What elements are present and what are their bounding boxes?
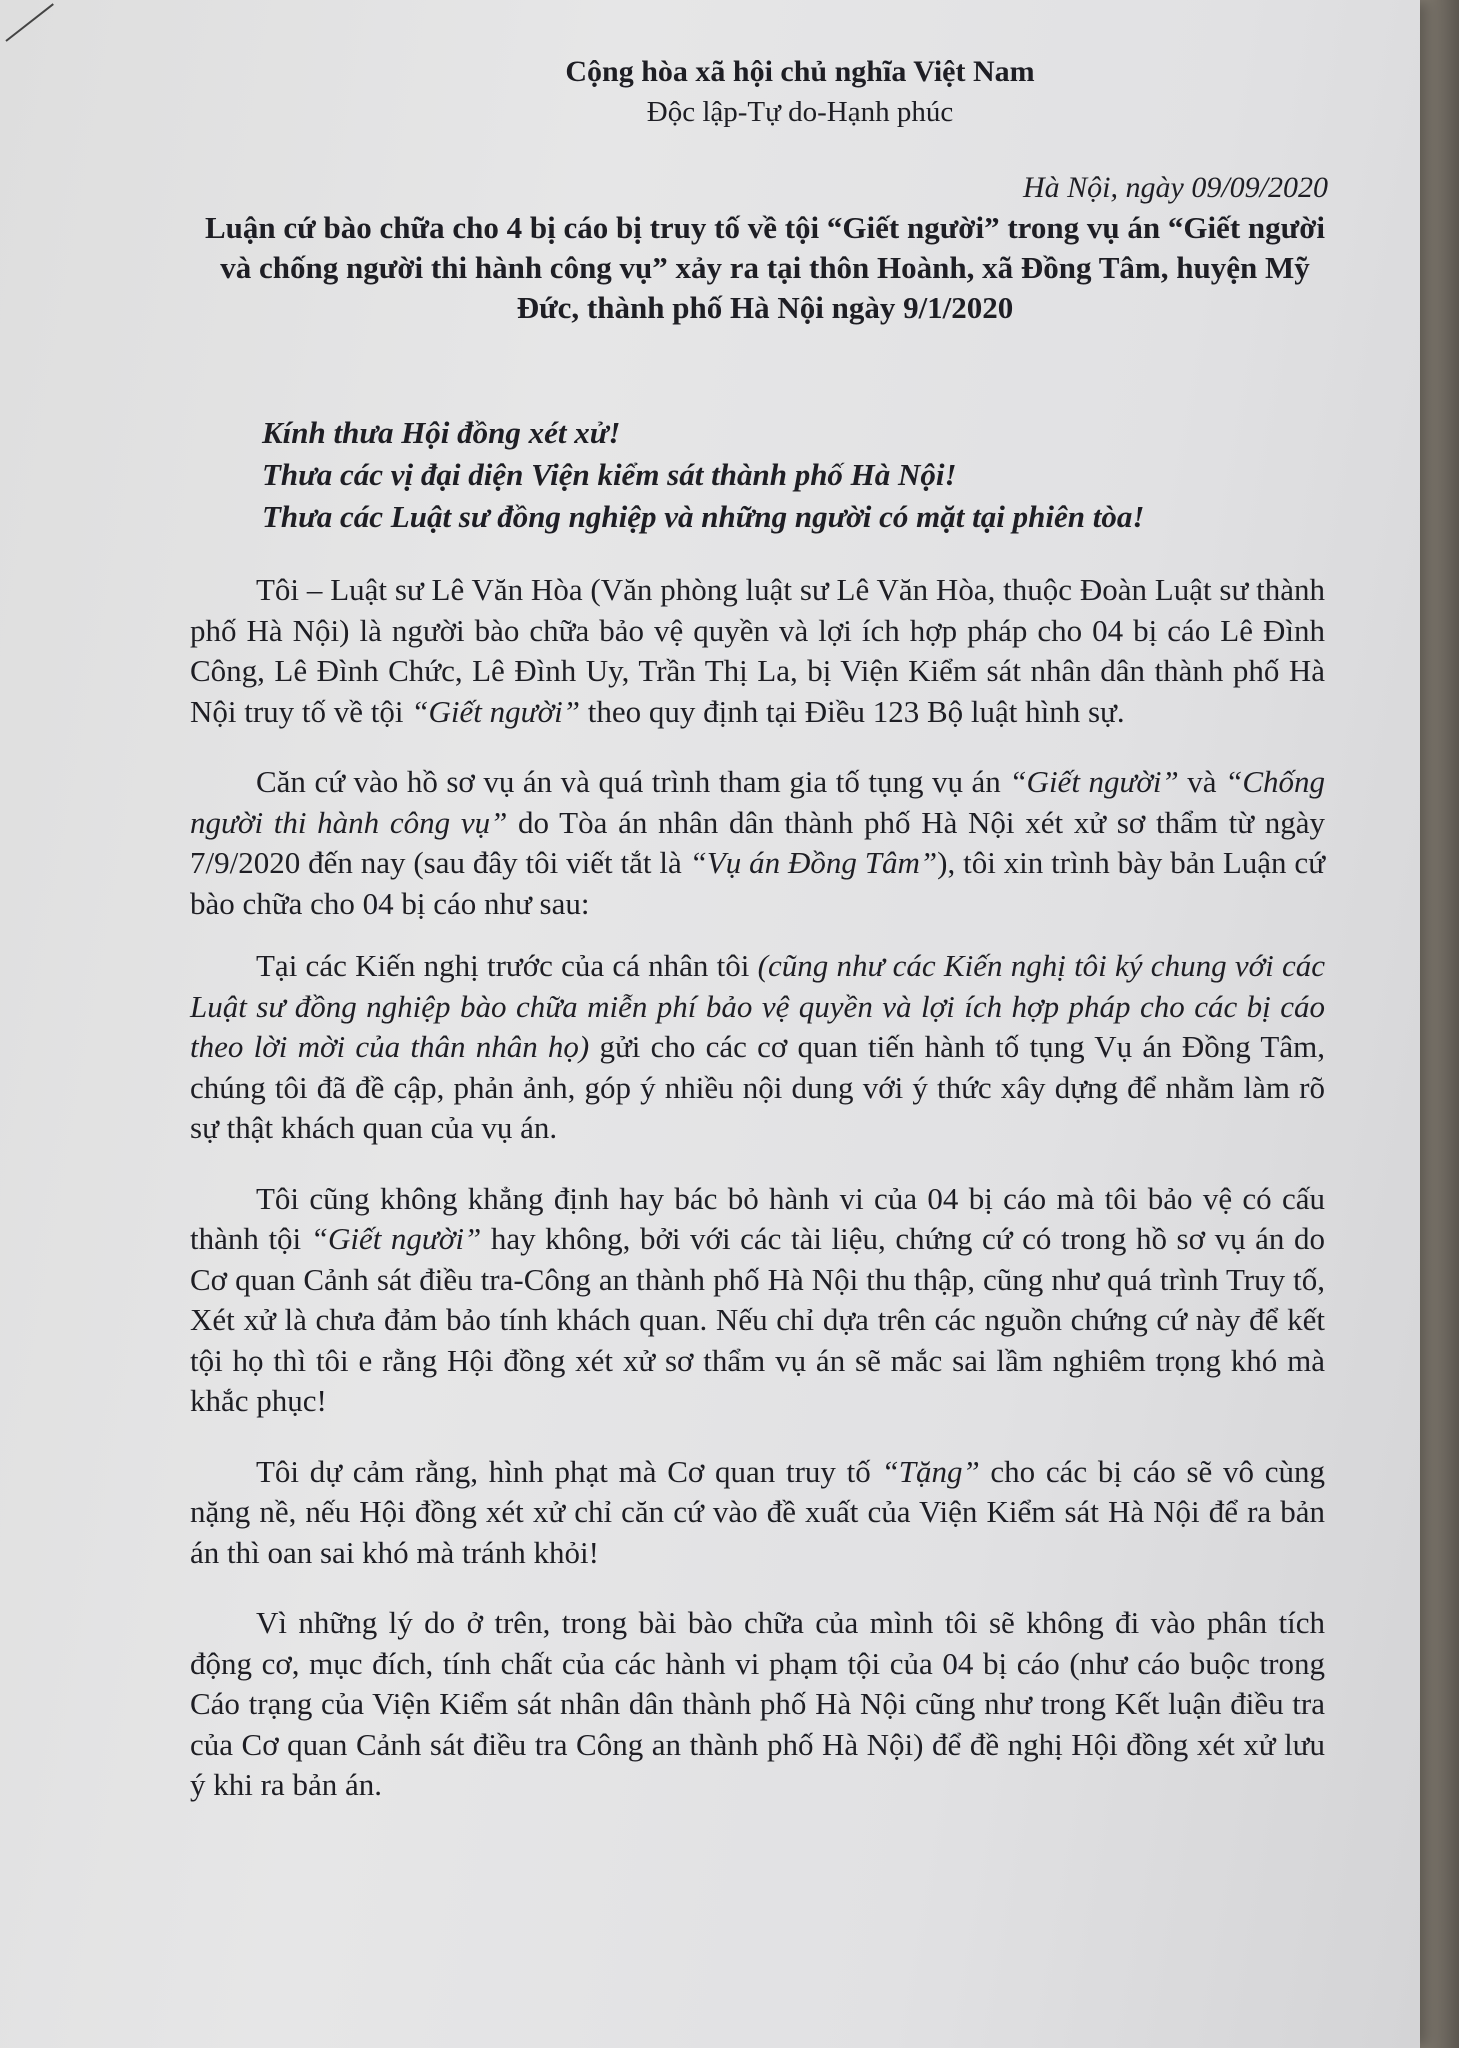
paragraph-2: Căn cứ vào hồ sơ vụ án và quá trình tham gia tố tụng vụ án “Giết người” và “Chống người thi hành công vụ” do Tòa án nhân dân thành phố Hà Nội xét xử sơ thẩm từ ngày 7/9/2020 đến nay (sau đây tôi viết tắt là “Vụ án Đồng Tâm”), tôi xin trình bày bản Luận cứ bào chữa cho 04 bị cáo như sau: bbox=[190, 764, 1325, 921]
nation-title: Cộng hòa xã hội chủ nghĩa Việt Nam bbox=[565, 55, 1035, 88]
paragraph-5: Tôi dự cảm rằng, hình phạt mà Cơ quan truy tố “Tặng” cho các bị cáo sẽ vô cùng nặng nề, nếu Hội đồng xét xử chỉ căn cứ vào đề xuất của Viện Kiểm sát Hà Nội để ra bản án thì oan sai khó mà tránh khỏi! bbox=[190, 1453, 1325, 1570]
paragraph-6: Vì những lý do ở trên, trong bài bào chữa của mình tôi sẽ không đi vào phân tích động cơ, mục đích, tính chất của các hành vi phạm tội của 04 bị cáo (như cáo buộc trong Cáo trạng của Viện Kiểm sát nhân dân thành phố Hà Nội cũng như trong Kết luận điều tra của Cơ quan Cảnh sát điều tra Công an thành phố Hà Nội) để đề nghị Hội đồng xét xử lưu ý khi ra bản án. bbox=[190, 1605, 1325, 1802]
paragraph-4: Tôi cũng không khẳng định hay bác bỏ hành vi của 04 bị cáo mà tôi bảo vệ có cấu thành tội “Giết người” hay không, bởi với các tài liệu, chứng cứ có trong hồ sơ vụ án do Cơ quan Cảnh sát điều tra-Công an thành phố Hà Nội thu thập, cũng như quá trình Truy tố, Xét xử là chưa đảm bảo tính khách quan. Nếu chỉ dựa trên các nguồn chứng cứ này để kết tội họ thì tôi e rằng Hội đồng xét xử sơ thẩm vụ án sẽ mắc sai lầm nghiêm trọng khó mà khắc phục! bbox=[190, 1180, 1325, 1418]
pen-mark bbox=[5, 3, 54, 42]
national-motto: Độc lập-Tự do-Hạnh phúc bbox=[646, 96, 954, 128]
body-text bbox=[190, 570, 1325, 1806]
paragraph-1: Tôi – Luật sư Lê Văn Hòa (Văn phòng luật sư Lê Văn Hòa, thuộc Đoàn Luật sư thành phố Hà Nội) là người bào chữa bảo vệ quyền và lợi ích hợp pháp cho 04 bị cáo Lê Đình Công, Lê Đình Chức, Lê Đình Uy, Trần Thị La, bị Viện Kiểm sát nhân dân thành phố Hà Nội truy tố về tội “Giết người” theo quy định tại Điều 123 Bộ luật hình sự. bbox=[190, 572, 1325, 729]
greeting-line: Thưa các Luật sư đồng nghiệp và những người có mặt tại phiên tòa! bbox=[262, 499, 1145, 534]
greeting-line: Kính thưa Hội đồng xét xử! bbox=[262, 415, 621, 450]
greeting-line: Thưa các vị đại diện Viện kiểm sát thành phố Hà Nội! bbox=[262, 457, 957, 492]
desk-background bbox=[1419, 0, 1459, 2048]
dateline: Hà Nội, ngày 09/09/2020 bbox=[1023, 171, 1328, 204]
document-title: Luận cứ bào chữa cho 4 bị cáo bị truy tố về tội “Giết người” trong vụ án “Giết người và chống người thi hành công vụ” xảy ra tại thôn Hoành, xã Đồng Tâm, huyện Mỹ Đức, thành phố Hà Nội ngày 9/1/2020 bbox=[204, 210, 1326, 325]
greetings bbox=[262, 412, 1362, 538]
paragraph-3: Tại các Kiến nghị trước của cá nhân tôi (cũng như các Kiến nghị tôi ký chung với các Luật sư đồng nghiệp bào chữa miễn phí bảo vệ quyền và lợi ích hợp pháp cho các bị cáo theo lời mời của thân nhân họ) gửi cho các cơ quan tiến hành tố tụng Vụ án Đồng Tâm, chúng tôi đã đề cập, phản ảnh, góp ý nhiều nội dung với ý thức xây dựng để nhằm làm rõ sự thật khách quan của vụ án. bbox=[190, 948, 1326, 1145]
national-header bbox=[500, 52, 1100, 132]
